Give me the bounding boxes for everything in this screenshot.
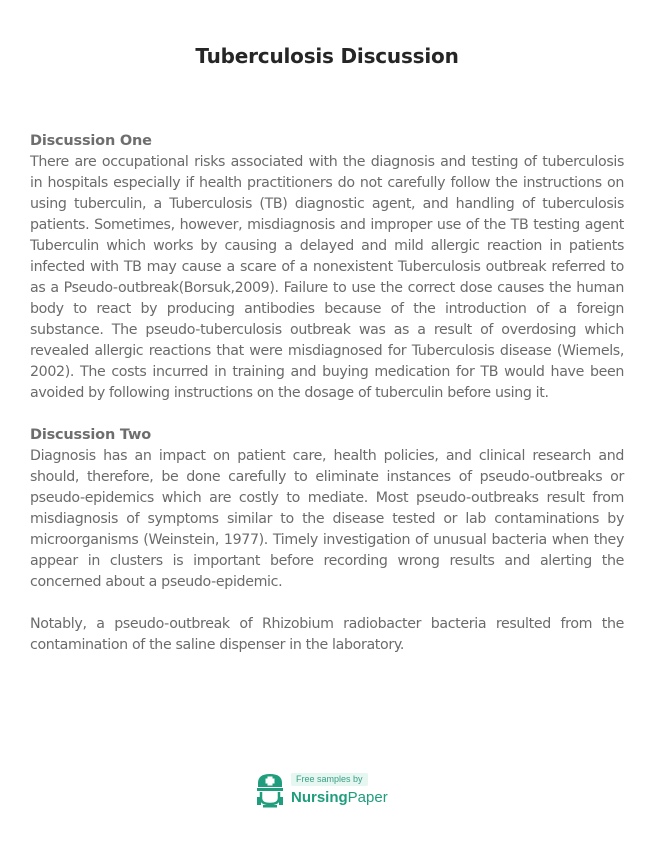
section-heading-discussion-one: Discussion One: [30, 133, 152, 149]
brand-primary: Nursing: [291, 789, 348, 806]
free-samples-tag: Free samples by: [291, 773, 368, 786]
discussion-two-paragraph-2: Notably, a pseudo-outbreak of Rhizobium radiobacter bacteria resulted from the contamination of the saline dispenser in the laboratory.: [30, 616, 624, 653]
section-heading-discussion-two: Discussion Two: [30, 427, 151, 443]
nurse-cap-icon: [254, 772, 286, 808]
discussion-one-paragraph: There are occupational risks associated with the diagnosis and testing of tuberculosis in hospitals especially if health practitioners do not carefully follow the instructions on using tuberculin, a Tuberculosis (TB) diagnostic agent, and handling of tuberculosis patients. Sometimes, however, misdiagnosis and improper use of the TB testing agent Tuberculin which works by causing a delayed and mild allergic reaction in patients infected with TB may cause a scare of a nonexistent Tuberculosis outbreak referred to as a Pseudo-outbreak(Borsuk,2009). Failure to use the correct dose causes the human body to react by producing antibodies because of the introduction of a foreign substance. The pseudo-tuberculosis outbreak was as a result of overdosing which revealed allergic reactions that were misdiagnosed for Tuberculosis disease (Wiemels, 2002). The costs incurred in training and buying medication for TB would have been avoided by following instructions on the dosage of tuberculin before using it.: [30, 154, 624, 401]
document-body: [30, 131, 624, 656]
section-spacer: [30, 404, 624, 425]
brand-secondary: Paper: [347, 789, 388, 806]
brand-name: [291, 788, 388, 808]
page-title: Tuberculosis Discussion: [195, 44, 459, 68]
discussion-two-paragraph-1: Diagnosis has an impact on patient care, health policies, and clinical research and should, therefore, be done carefully to eliminate instances of pseudo-outbreaks or pseudo-epidemics which are costly to mediate. Most pseudo-outbreaks result from misdiagnosis of symptoms similar to the disease tested or lab contaminations by microorganisms (Weinstein, 1977). Timely investigation of unusual bacteria when they appear in clusters is important before recording wrong results and alerting the concerned about a pseudo-epidemic.: [30, 448, 624, 590]
paragraph-spacer: [30, 593, 624, 614]
footer-logo[interactable]: [254, 772, 414, 812]
